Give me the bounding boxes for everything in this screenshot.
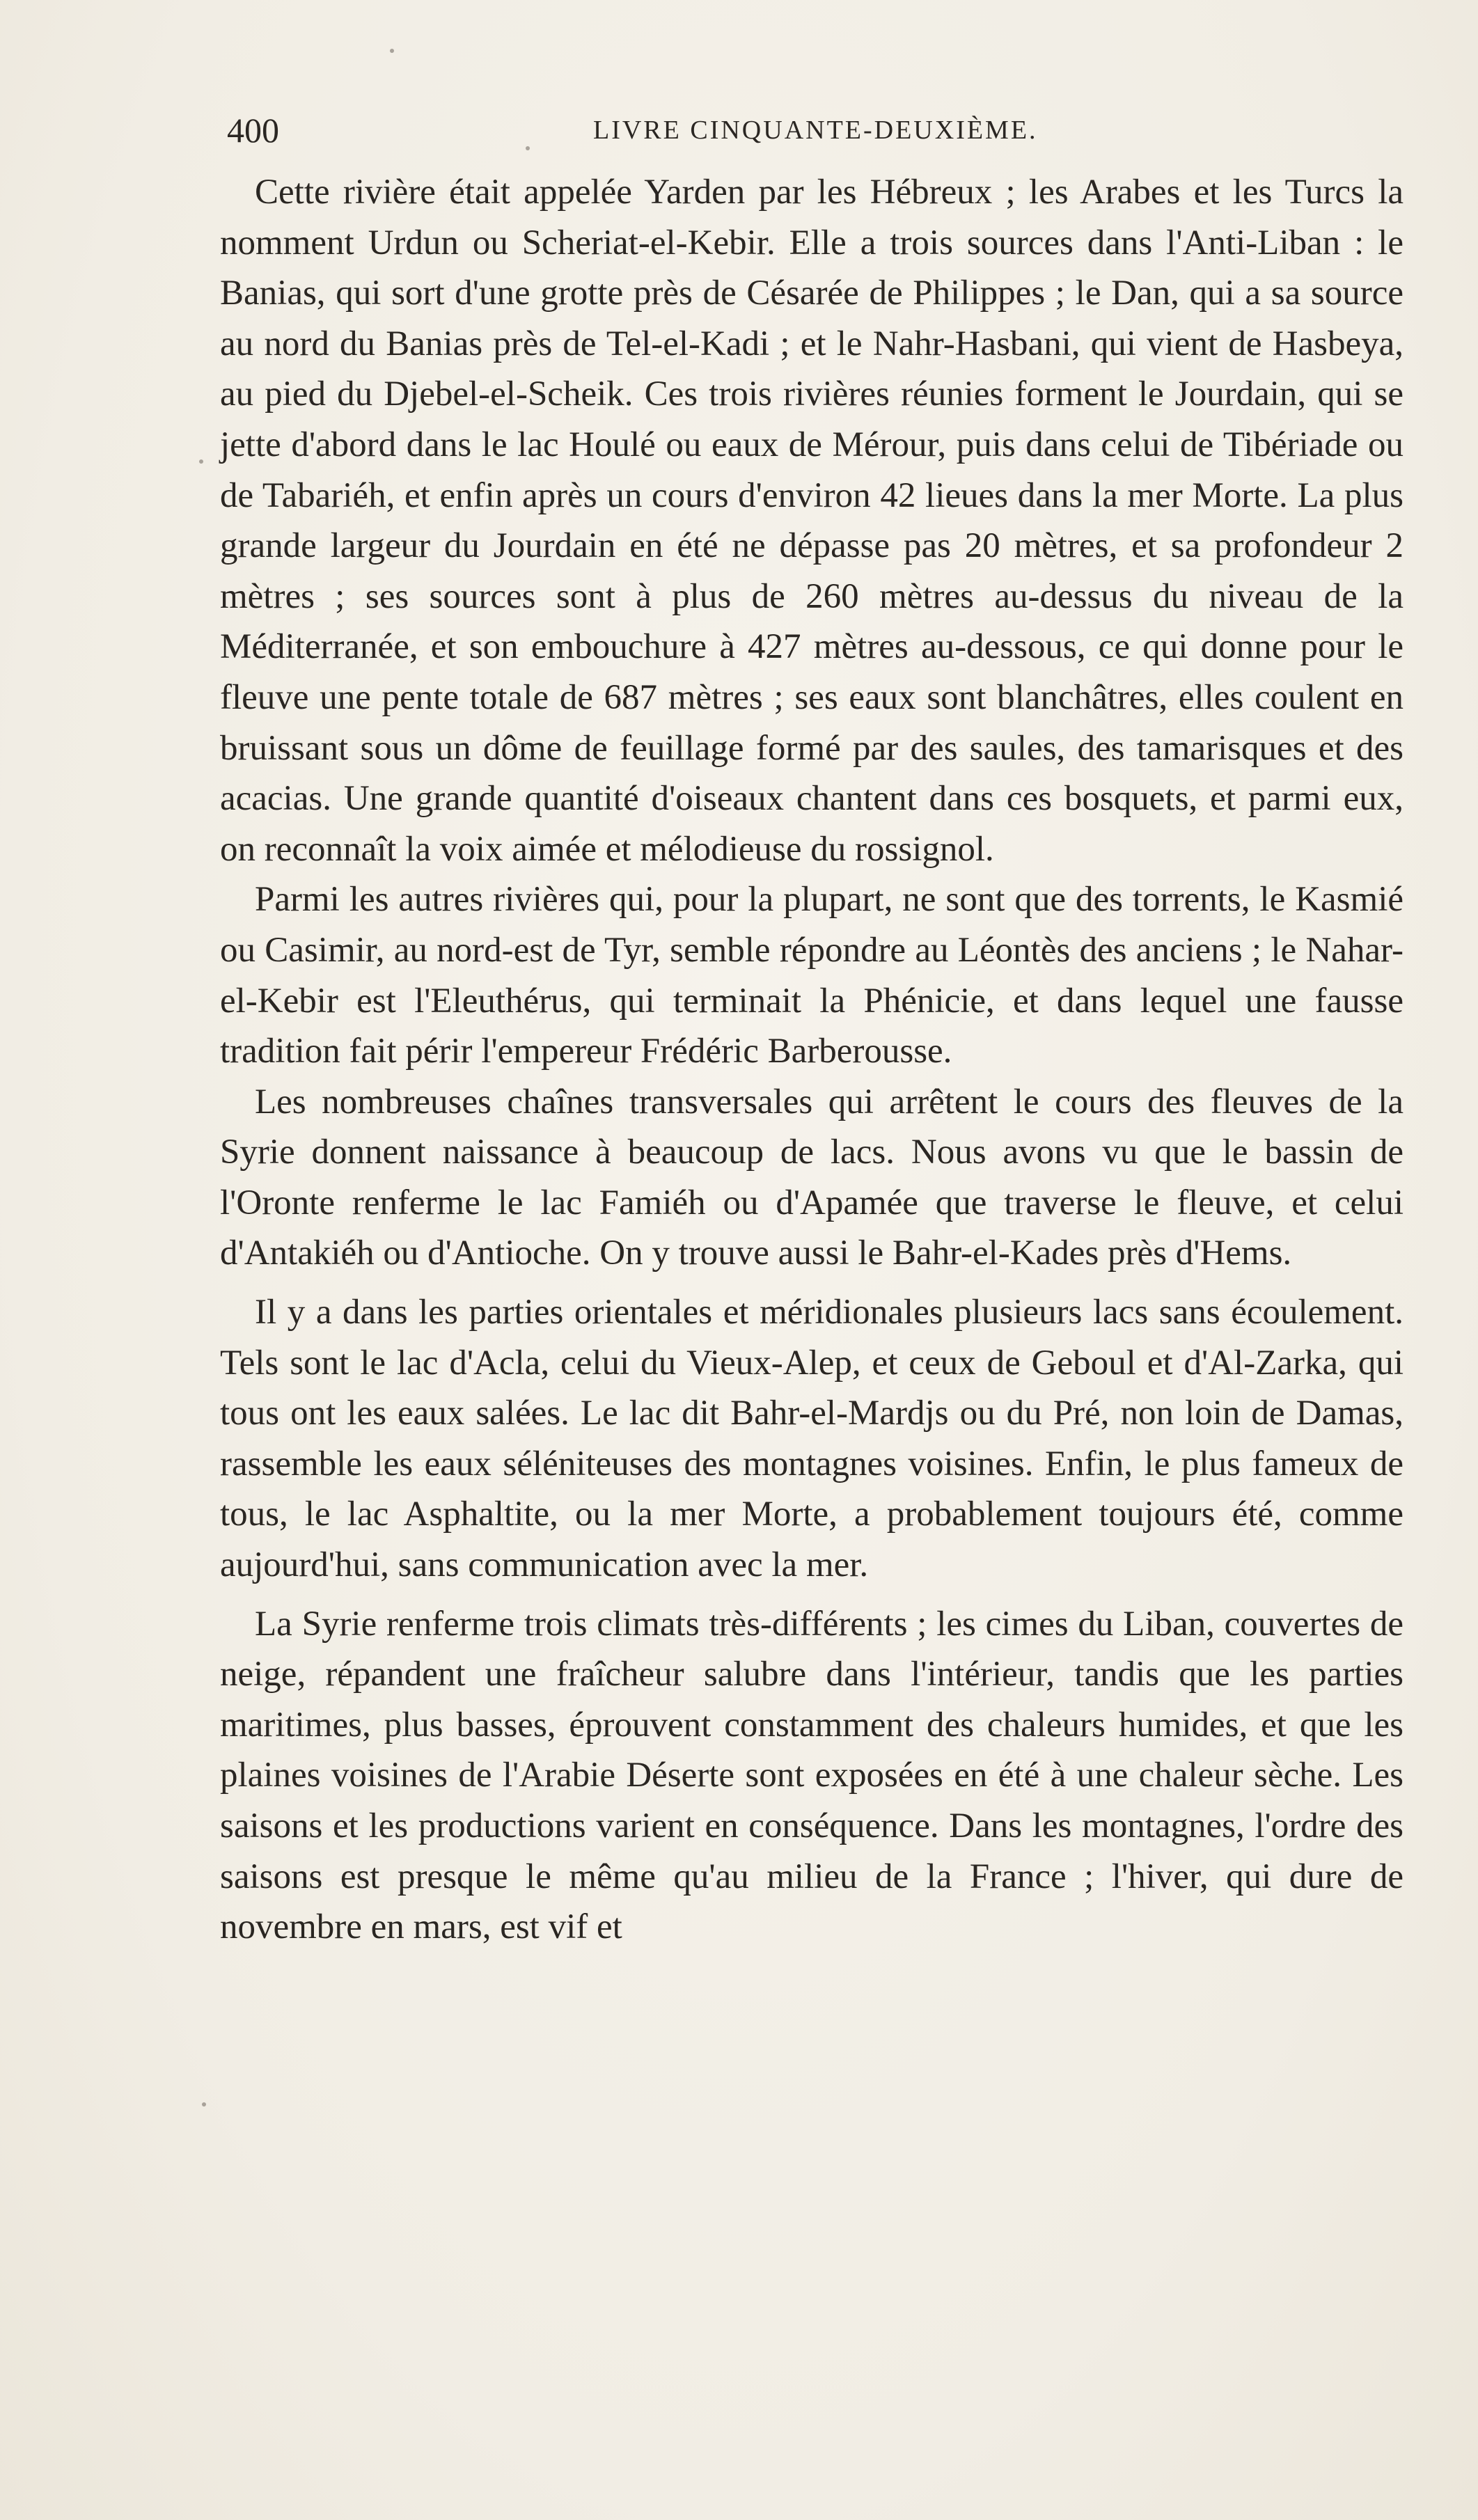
paragraph-other-rivers: Parmi les autres rivières qui, pour la plupart, ne sont que des torrents, le Kasmié ou Casimir, au nord-est de Tyr, semble répondre au Léontès des anciens ; le Nahar-el-Kebir est l'Eleuthérus, qui terminait la Phénicie, et dans lequel une fausse tradition fait périr l'empereur Frédéric Barberousse.: [220, 880, 1404, 1071]
paragraph-lakes: Les nombreuses chaînes transversales qui arrêtent le cours des fleuves de la Syrie donnent naissance à beaucoup de lacs. Nous avons vu que le bassin de l'Oronte renferme le lac Famiéh ou d'Apamée que traverse le fleuve, et celui d'Antakiéh ou d'Antioche. On y trouve aussi le Bahr-el-Kades près d'Hems.: [220, 1082, 1404, 1273]
paper-speck: [199, 459, 203, 464]
paragraph-climate: La Syrie renferme trois climats très-différents ; les cimes du Liban, couvertes de neige, répandent une fraîcheur salubre dans l'intérieur, tandis que les parties maritimes, plus basses, éprouvent constamment des chaleurs humides, et que les plaines voisines de l'Arabie Déserte sont exposées en été à une chaleur sèche. Les saisons et les productions varient en conséquence. Dans les montagnes, l'ordre des saisons est presque le même qu'au milieu de la France ; l'hiver, qui dure de novembre en mars, est vif et: [220, 1604, 1404, 1947]
paper-speck: [202, 2102, 206, 2106]
paper-speck: [390, 49, 394, 53]
running-head: LIVRE CINQUANTE-DEUXIÈME.: [593, 116, 1038, 145]
body-text: [220, 167, 1404, 1953]
page-header: [227, 106, 1410, 155]
page-number: 400: [227, 111, 279, 150]
paragraph-salt-lakes: Il y a dans les parties orientales et méridionales plusieurs lacs sans écoulement. Tels sont le lac d'Acla, celui du Vieux-Alep, et ceux de Geboul et d'Al-Zarka, qui tous ont les eaux salées. Le lac dit Bahr-el-Mardjs ou du Pré, non loin de Damas, rassemble les eaux séléniteuses des montagnes voisines. Enfin, le plus fameux de tous, le lac Asphaltite, ou la mer Morte, a probablement toujours été, comme aujourd'hui, sans communication avec la mer.: [220, 1293, 1404, 1585]
paper-speck: [526, 146, 530, 150]
paragraph-jordan-river: Cette rivière était appelée Yarden par les Hébreux ; les Arabes et les Turcs la nomment Urdun ou Scheriat-el-Kebir. Elle a trois sources dans l'Anti-Liban : le Banias, qui sort d'une grotte près de Césarée de Philippes ; le Dan, qui a sa source au nord du Banias près de Tel-el-Kadi ; et le Nahr-Hasbani, qui vient de Hasbeya, au pied du Djebel-el-Scheik. Ces trois rivières réunies forment le Jourdain, qui se jette d'abord dans le lac Houlé ou eaux de Mérour, puis dans celui de Tibériade ou de Tabariéh, et enfin après un cours d'environ 42 lieues dans la mer Morte. La plus grande largeur du Jourdain en été ne dépasse pas 20 mètres, et sa profondeur 2 mètres ; ses sources sont à plus de 260 mètres au-dessus du niveau de la Méditerranée, et son embouchure à 427 mètres au-dessous, ce qui donne pour le fleuve une pente totale de 687 mètres ; ses eaux sont blanchâtres, elles coulent en bruissant sous un dôme de feuillage formé par des saules, des tamarisques et des acacias. Une grande quantité d'oiseaux chantent dans ces bosquets, et parmi eux, on reconnaît la voix aimée et mélodieuse du rossignol.: [220, 173, 1404, 869]
